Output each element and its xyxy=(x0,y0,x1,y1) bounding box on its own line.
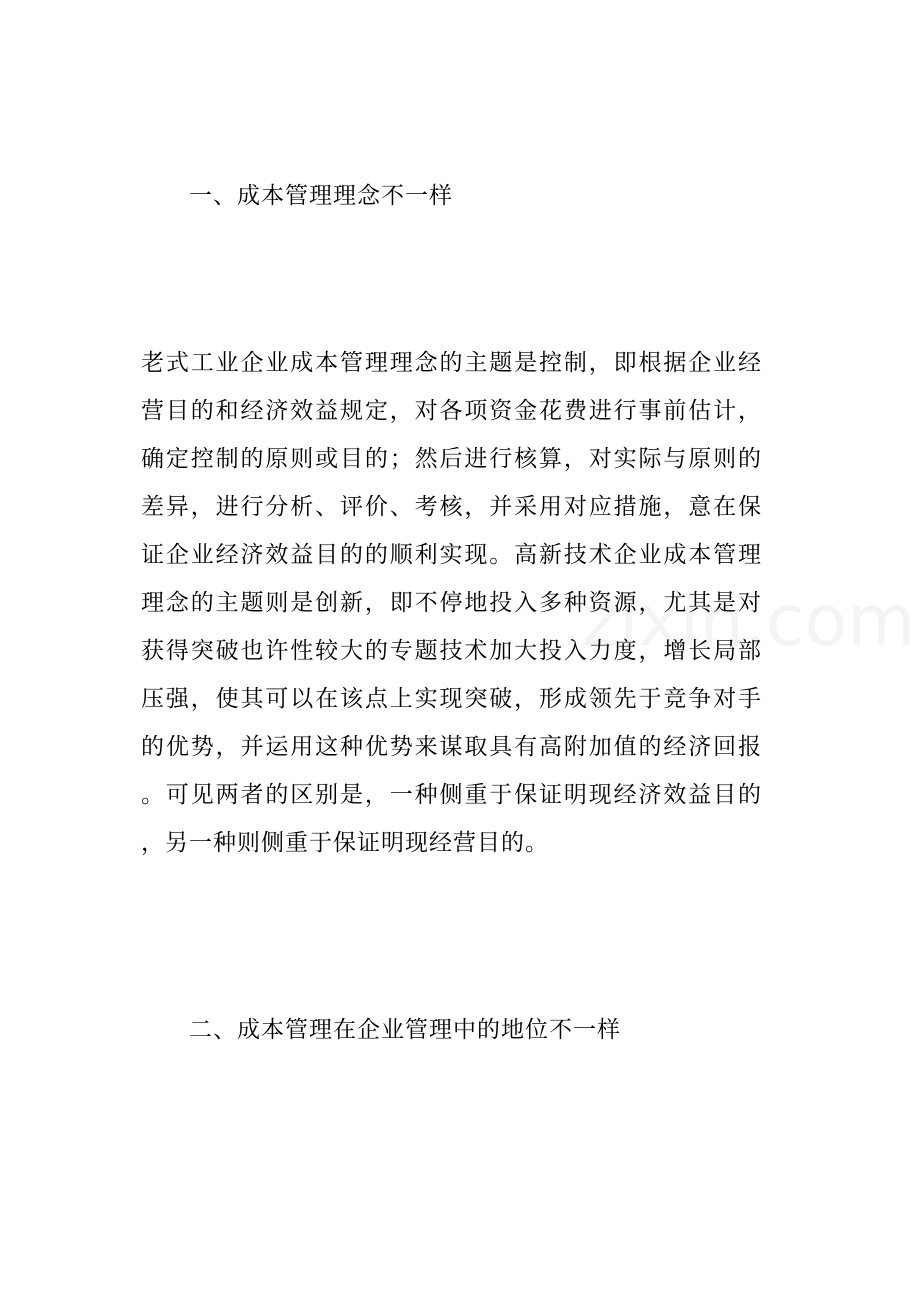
paragraph-line: 证企业经济效益目的的顺利实现。高新技术企业成本管理 xyxy=(141,542,761,568)
paragraph-line: ，另一种则侧重于保证明现经营目的。 xyxy=(141,830,549,856)
body-paragraph xyxy=(141,348,761,876)
paragraph-line: 获得突破也许性较大的专题技术加大投入力度，增长局部 xyxy=(141,638,761,664)
paragraph-line: 的优势，并运用这种优势来谋取具有高附加值的经济回报 xyxy=(141,734,761,760)
paragraph-line: 压强，使其可以在该点上实现突破，形成领先于竞争对手 xyxy=(141,686,761,712)
section-heading-1: 一、成本管理理念不一样 xyxy=(189,183,453,209)
paragraph-line: 理念的主题则是创新，即不停地投入多种资源，尤其是对 xyxy=(141,590,761,616)
paragraph-line: 老式工业企业成本管理理念的主题是控制，即根据企业经 xyxy=(141,350,761,376)
paragraph-line: 确定控制的原则或目的；然后进行核算，对实际与原则的 xyxy=(141,446,761,472)
paragraph-line: 。可见两者的区别是，一种侧重于保证明现经济效益目的 xyxy=(141,782,761,808)
paragraph-line: 营目的和经济效益规定，对各项资金花费进行事前估计， xyxy=(141,398,761,424)
section-heading-2: 二、成本管理在企业管理中的地位不一样 xyxy=(189,1017,621,1043)
paragraph-line: 差异，进行分析、评价、考核，并采用对应措施，意在保 xyxy=(141,494,761,520)
